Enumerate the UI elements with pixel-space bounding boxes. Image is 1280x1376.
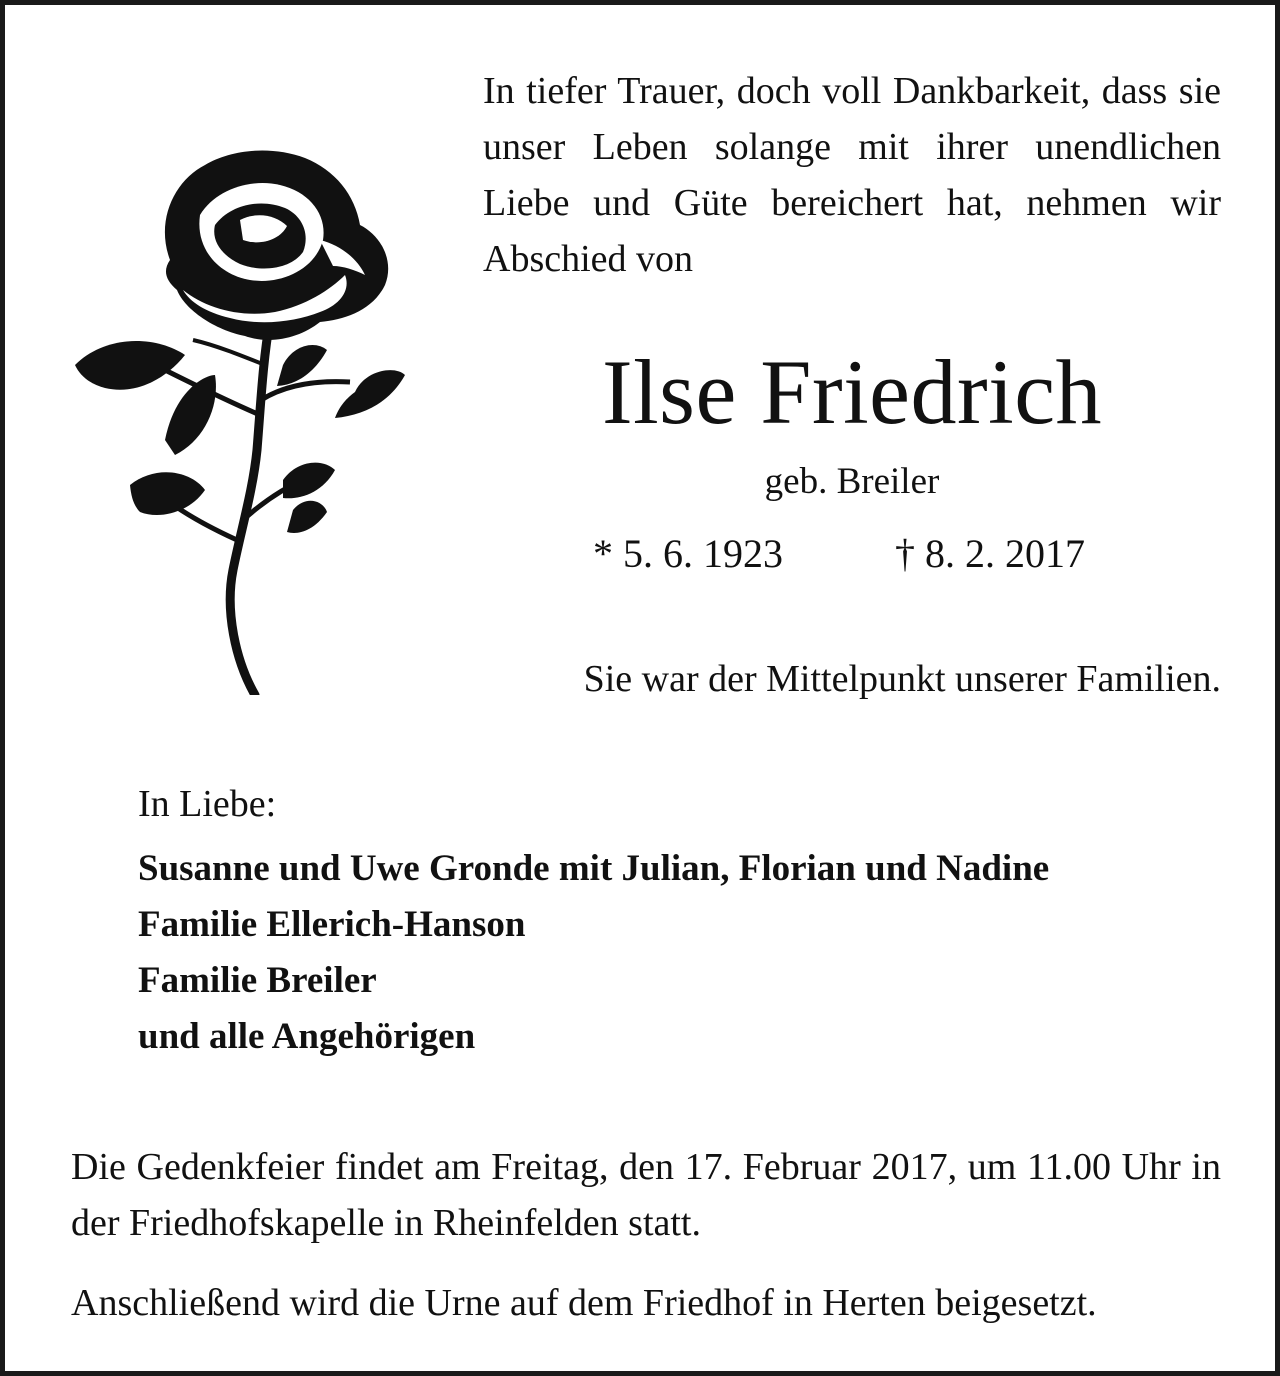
birth-date: * 5. 6. 1923 [593,531,783,576]
mourner-entry: und alle Angehörigen [138,1016,476,1057]
deceased-name: Ilse Friedrich [601,341,1103,443]
mourners-list [138,841,1049,1065]
mourner-entry: Susanne und Uwe Gronde mit Julian, Florian und Nadine [138,848,1050,889]
death-date: † 8. 2. 2017 [895,531,1085,576]
burial-info: Anschließend wird die Urne auf dem Friedhof in Herten beigesetzt. [71,1282,1097,1324]
mourner-entry: Familie Ellerich-Hanson [138,904,526,945]
maiden-name: geb. Breiler [764,461,940,502]
tribute-line: Sie war der Mittelpunkt unserer Familien. [583,658,1221,700]
mourners-heading: In Liebe: [138,783,277,825]
rose-icon [65,140,410,695]
mourner-entry: Familie Breiler [138,960,377,1001]
ceremony-info: Die Gedenkfeier findet am Freitag, den 17. Februar 2017, um 11.00 Uhr in der Friedhofskapelle in Rheinfelden statt. [71,1146,1221,1244]
intro-text: In tiefer Trauer, doch voll Dankbarkeit, dass sie unser Leben solange mit ihrer unendlichen Liebe und Güte bereichert hat, nehmen wir Abschied von [483,70,1221,280]
